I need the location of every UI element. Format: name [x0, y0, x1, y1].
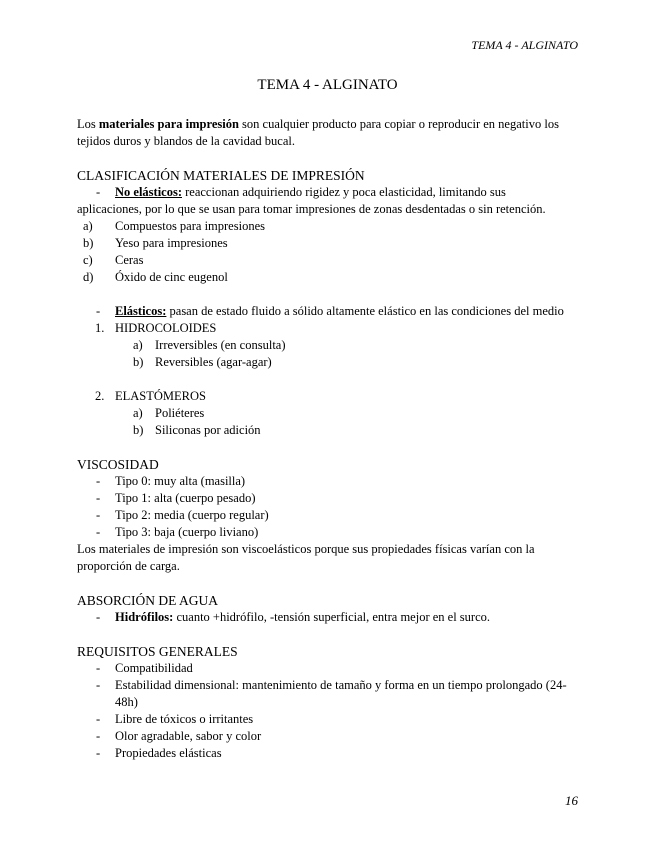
list-text: Ceras: [115, 253, 144, 267]
list-text: Yeso para impresiones: [115, 236, 228, 250]
group-heading: [95, 388, 580, 405]
list-item: [83, 235, 580, 252]
section-heading-viscosidad: VISCOSIDAD: [77, 457, 159, 472]
list-item: [96, 490, 580, 507]
list-item: [96, 660, 580, 677]
no-elasticos-continuation: aplicaciones, por lo que se usan para tomar impresiones de zonas desdentadas o sin retención.: [77, 202, 546, 216]
list-marker: -: [96, 508, 101, 522]
list-text: Óxido de cinc eugenol: [115, 270, 228, 284]
no-elasticos-label: No elásticos:: [115, 185, 182, 199]
list-text: Compuestos para impresiones: [115, 219, 265, 233]
no-elasticos-list: [77, 218, 580, 286]
list-marker: -: [96, 712, 101, 726]
list-text: [115, 184, 580, 201]
page-title: TEMA 4 - ALGINATO: [257, 77, 398, 93]
list-text: Olor agradable, sabor y color: [115, 729, 262, 743]
list-marker: -: [96, 491, 101, 505]
list-marker: a): [133, 406, 143, 420]
list-text: Propiedades elásticas: [115, 746, 222, 760]
list-item: [133, 337, 580, 354]
no-elasticos-text: reaccionan adquiriendo rigidez y poca elasticidad, limitando sus: [182, 185, 506, 199]
document-body: [77, 116, 580, 762]
list-text: Siliconas por adición: [155, 423, 261, 437]
list-text: Poliéteres: [155, 406, 205, 420]
list-marker: -: [96, 610, 101, 624]
viscosidad-note: Los materiales de impresión son viscoelásticos porque sus propiedades físicas varían con la proporción de carga.: [77, 542, 535, 573]
list-item: [96, 524, 580, 541]
list-item: [133, 405, 580, 422]
list-item: [96, 507, 580, 524]
elasticos-label: Elásticos:: [115, 304, 167, 318]
no-elasticos-item: [96, 184, 580, 201]
list-marker: a): [83, 219, 93, 233]
list-text: Compatibilidad: [115, 661, 193, 675]
elasticos-groups: [77, 320, 580, 439]
list-marker: b): [83, 236, 94, 250]
elasticos-item: [96, 303, 580, 320]
intro-text-post: son cualquier producto para copiar o reproducir en negativo los tejidos duros y blandos de la cavidad bucal.: [77, 117, 559, 148]
spacer: [77, 371, 580, 388]
list-item: [133, 354, 580, 371]
list-item: [83, 269, 580, 286]
list-marker: 2.: [95, 389, 105, 403]
viscosidad-list: [77, 473, 580, 541]
list-marker: -: [96, 474, 101, 488]
hidrofilos-item: [96, 609, 580, 626]
list-text: Tipo 0: muy alta (masilla): [115, 474, 246, 488]
list-text: [115, 303, 580, 320]
group-title: ELASTÓMEROS: [115, 389, 206, 403]
list-marker: 1.: [95, 321, 105, 335]
list-marker: c): [83, 253, 93, 267]
list-text: Tipo 2: media (cuerpo regular): [115, 508, 269, 522]
list-text: Estabilidad dimensional: mantenimiento de tamaño y forma en un tiempo prolongado (24-48h): [115, 678, 567, 709]
list-text: Irreversibles (en consulta): [155, 338, 286, 352]
list-item: [83, 218, 580, 235]
list-marker: -: [96, 678, 101, 692]
list-text: Tipo 3: baja (cuerpo liviano): [115, 525, 259, 539]
running-header: TEMA 4 - ALGINATO: [471, 38, 578, 52]
list-item: [96, 728, 580, 745]
list-text: Reversibles (agar-agar): [155, 355, 272, 369]
intro-paragraph: [77, 116, 580, 150]
list-item: [96, 711, 580, 728]
spacer: [77, 286, 580, 303]
section-heading-absorcion: ABSORCIÓN DE AGUA: [77, 593, 219, 608]
group-title: HIDROCOLOIDES: [115, 321, 217, 335]
requisitos-list: [77, 660, 580, 762]
list-marker: a): [133, 338, 143, 352]
list-text: Tipo 1: alta (cuerpo pesado): [115, 491, 256, 505]
list-marker: -: [96, 525, 101, 539]
section-heading-clasificacion: CLASIFICACIÓN MATERIALES DE IMPRESIÓN: [77, 168, 365, 183]
list-item: [96, 677, 580, 711]
list-text: [115, 609, 580, 626]
list-marker: -: [96, 746, 101, 760]
list-marker: -: [96, 729, 101, 743]
list-text: Libre de tóxicos o irritantes: [115, 712, 254, 726]
list-marker: -: [96, 661, 101, 675]
list-marker: -: [96, 185, 101, 199]
list-marker: b): [133, 423, 144, 437]
elasticos-text: pasan de estado fluido a sólido altamente elástico en las condiciones del medio: [166, 304, 564, 318]
list-item: [96, 745, 580, 762]
hidrofilos-label: Hidrófilos:: [115, 610, 174, 624]
list-item: [96, 473, 580, 490]
list-marker: -: [96, 304, 101, 318]
list-marker: b): [133, 355, 144, 369]
list-marker: d): [83, 270, 94, 284]
list-item: [133, 422, 580, 439]
hidrofilos-text: cuanto +hidrófilo, -tensión superficial, entra mejor en el surco.: [173, 610, 491, 624]
page-number: 16: [565, 793, 578, 808]
group-heading: [95, 320, 580, 337]
section-heading-requisitos: REQUISITOS GENERALES: [77, 644, 238, 659]
intro-text-pre: Los: [77, 117, 99, 131]
intro-bold-term: materiales para impresión: [98, 117, 239, 131]
list-item: [83, 252, 580, 269]
